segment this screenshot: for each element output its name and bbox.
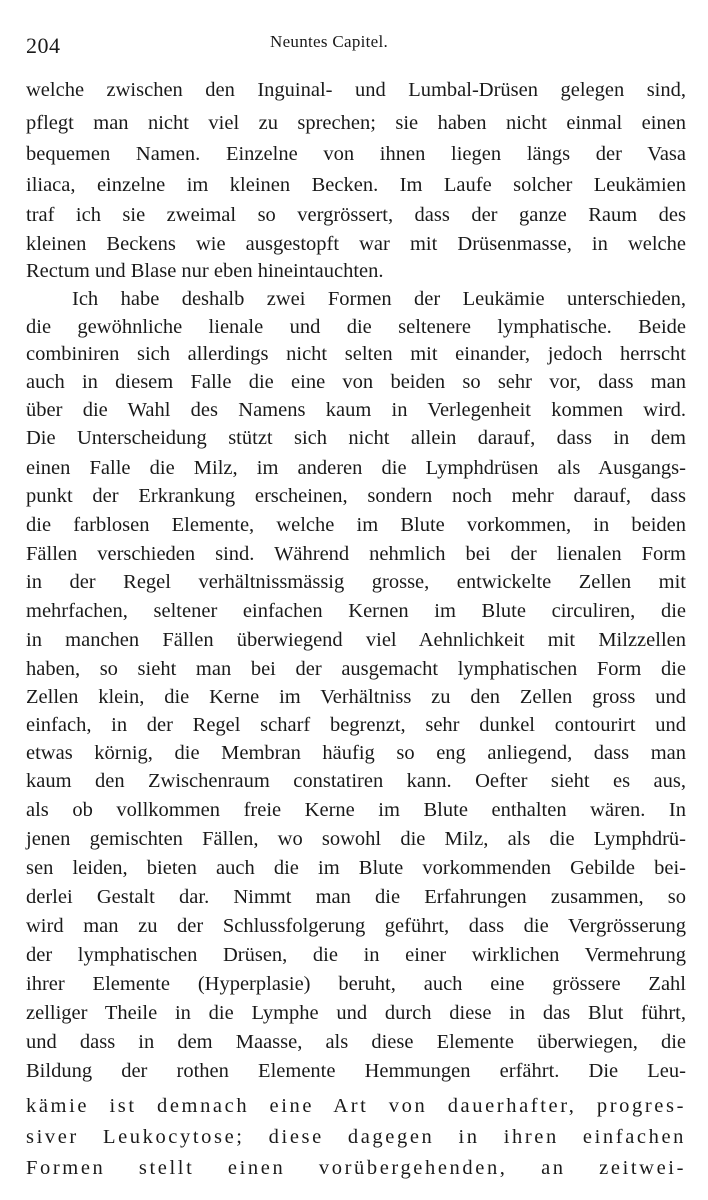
- page-number: 204: [26, 33, 61, 58]
- text-line: einen Falle die Milz, im anderen die Lymphdrüsen als Ausgangs-: [26, 457, 686, 479]
- text-line: pflegt man nicht viel zu sprechen; sie haben nicht einmal einen: [26, 112, 686, 134]
- text-line: in der Regel verhältnissmässig grosse, entwickelte Zellen mit: [26, 571, 686, 593]
- text-line: Zellen klein, die Kerne im Verhältniss zu den Zellen gross und: [26, 686, 686, 708]
- text-line: die gewöhnliche lienale und die seltenere lymphatische. Beide: [26, 316, 686, 338]
- text-line: über die Wahl des Namens kaum in Verlegenheit kommen wird.: [26, 399, 686, 421]
- text-line: Rectum und Blase nur eben hineintauchten.: [26, 260, 384, 282]
- text-line: traf ich sie zweimal so vergrössert, dass der ganze Raum des: [26, 204, 686, 226]
- text-line: Ich habe deshalb zwei Formen der Leukämie unterschieden,: [72, 288, 686, 310]
- text-line: einfach, in der Regel scharf begrenzt, sehr dunkel contourirt und: [26, 714, 686, 736]
- text-line: ihrer Elemente (Hyperplasie) beruht, auch eine grössere Zahl: [26, 973, 686, 995]
- text-line: auch in diesem Falle die eine von beiden so sehr vor, dass man: [26, 371, 686, 393]
- text-line: Formen stellt einen vorübergehenden, an zeitwei-: [26, 1157, 686, 1179]
- text-line: kämie ist demnach eine Art von dauerhafter, progres-: [26, 1095, 686, 1117]
- text-line: bequemen Namen. Einzelne von ihnen liegen längs der Vasa: [26, 143, 686, 165]
- text-line: Bildung der rothen Elemente Hemmungen erfährt. Die Leu-: [26, 1060, 686, 1082]
- text-line: mehrfachen, seltener einfachen Kernen im Blute circuliren, die: [26, 600, 686, 622]
- text-line: derlei Gestalt dar. Nimmt man die Erfahrungen zusammen, so: [26, 886, 686, 908]
- text-line: sen leiden, bieten auch die im Blute vorkommenden Gebilde bei-: [26, 857, 686, 879]
- text-line: welche zwischen den Inguinal- und Lumbal-Drüsen gelegen sind,: [26, 79, 686, 101]
- text-line: kleinen Beckens wie ausgestopft war mit Drüsenmasse, in welche: [26, 233, 686, 255]
- text-line: punkt der Erkrankung erscheinen, sondern noch mehr darauf, dass: [26, 485, 686, 507]
- text-line: der lymphatischen Drüsen, die in einer wirklichen Vermehrung: [26, 944, 686, 966]
- text-line: etwas körnig, die Membran häufig so eng anliegend, dass man: [26, 742, 686, 764]
- text-line: und dass in dem Maasse, als diese Elemente überwiegen, die: [26, 1031, 686, 1053]
- text-line: haben, so sieht man bei der ausgemacht lymphatischen Form die: [26, 658, 686, 680]
- text-line: in manchen Fällen überwiegend viel Aehnlichkeit mit Milzzellen: [26, 629, 686, 651]
- text-line: siver Leukocytose; diese dagegen in ihren einfachen: [26, 1126, 686, 1148]
- text-line: als ob vollkommen freie Kerne im Blute enthalten wären. In: [26, 799, 686, 821]
- text-line: jenen gemischten Fällen, wo sowohl die Milz, als die Lymphdrü-: [26, 828, 686, 850]
- text-line: zelliger Theile in die Lymphe und durch diese in das Blut führt,: [26, 1002, 686, 1024]
- text-line: combiniren sich allerdings nicht selten mit einander, jedoch herrscht: [26, 343, 686, 365]
- text-line: die farblosen Elemente, welche im Blute vorkommen, in beiden: [26, 514, 686, 536]
- running-head: Neuntes Capitel.: [270, 32, 389, 51]
- text-line: kaum den Zwischenraum constatiren kann. Oefter sieht es aus,: [26, 770, 686, 792]
- text-line: Fällen verschieden sind. Während nehmlich bei der lienalen Form: [26, 543, 686, 565]
- text-line: iliaca, einzelne im kleinen Becken. Im Laufe solcher Leukämien: [26, 174, 686, 196]
- text-line: Die Unterscheidung stützt sich nicht allein darauf, dass in dem: [26, 427, 686, 449]
- text-line: wird man zu der Schlussfolgerung geführt, dass die Vergrösserung: [26, 915, 686, 937]
